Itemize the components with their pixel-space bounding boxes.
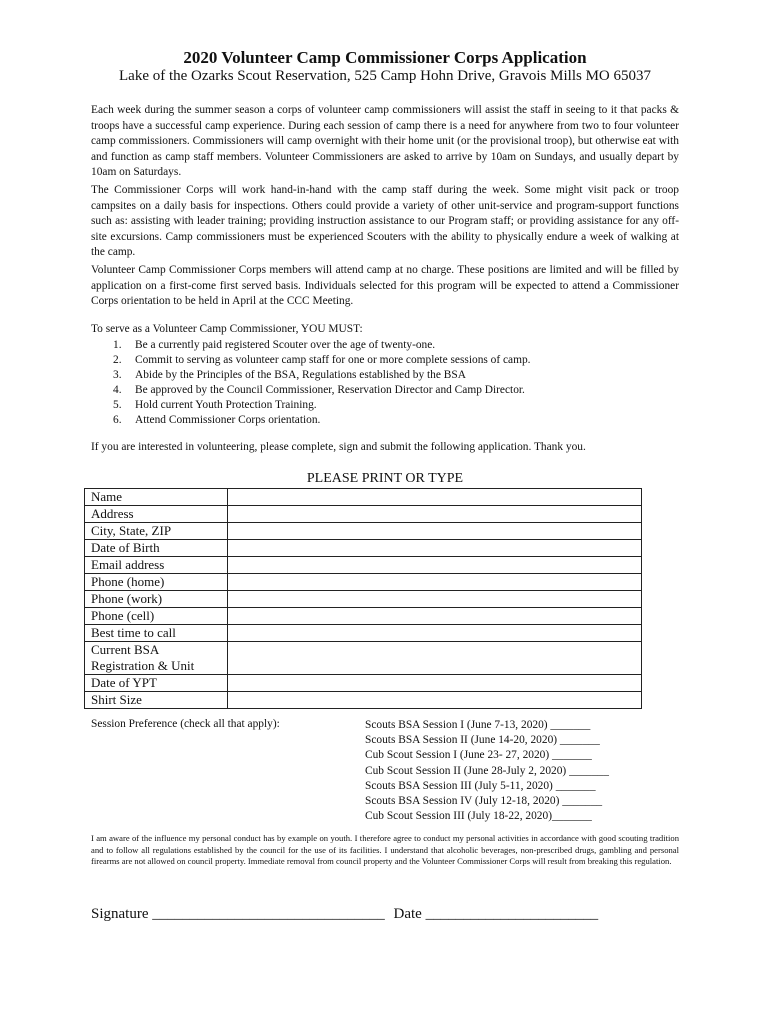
conduct-disclaimer: I am aware of the influence my personal conduct has by example on youth. I therefore agree to conduct my personal activities in accordance with good scouting tradition and to follow all regulations established by the council for the use of its facilities. I understand that alcoholic beverages, non-prescribed drugs, gambling and personal firearms are not allowed on council property. Immediate removal from council property and the Volunteer Commissioner Corps will result from breaking this regulation. xyxy=(91,833,679,866)
requirement-item xyxy=(91,338,531,353)
email-field[interactable] xyxy=(228,557,642,574)
field-label-bsa-registration: Current BSA Registration & Unit xyxy=(85,642,228,675)
table-row xyxy=(85,675,642,692)
session-list xyxy=(365,718,609,824)
address-field[interactable] xyxy=(228,506,642,523)
field-label-phone-work: Phone (work) xyxy=(85,591,228,608)
city-state-zip-field[interactable] xyxy=(228,523,642,540)
requirement-text: Be approved by the Council Commissioner, Reservation Director and Camp Director. xyxy=(135,384,525,396)
requirement-number: 5. xyxy=(113,399,122,411)
requirement-number: 4. xyxy=(113,384,122,396)
applicant-info-table xyxy=(84,488,642,709)
session-option[interactable]: Cub Scout Session III (July 18-22, 2020)_______ xyxy=(365,810,592,823)
table-row xyxy=(85,506,642,523)
field-label-address: Address xyxy=(85,506,228,523)
session-preference-label: Session Preference (check all that apply): xyxy=(91,718,280,730)
date-of-birth-field[interactable] xyxy=(228,540,642,557)
table-row xyxy=(85,642,642,675)
shirt-size-field[interactable] xyxy=(228,692,642,709)
session-option[interactable]: Scouts BSA Session II (June 14-20, 2020) _______ xyxy=(365,734,600,747)
field-label-phone-home: Phone (home) xyxy=(85,574,228,591)
page-subtitle: Lake of the Ozarks Scout Reservation, 525 Camp Hohn Drive, Gravois Mills MO 65037 xyxy=(119,68,651,84)
table-row xyxy=(85,608,642,625)
table-row xyxy=(85,557,642,574)
requirement-number: 6. xyxy=(113,414,122,426)
field-label-name: Name xyxy=(85,489,228,506)
best-time-field[interactable] xyxy=(228,625,642,642)
page-title: 2020 Volunteer Camp Commissioner Corps Application xyxy=(183,48,587,67)
field-label-best-time: Best time to call xyxy=(85,625,228,642)
corps-description-paragraph: The Commissioner Corps will work hand-in-hand with the camp staff during the week. Some might visit pack or troop campsites on a daily basis for inspections. Others could provide a variety of other unit-service and program-support functions such as: assisting with leader training; providing instruction assistance to our Program staff; or providing assistance for any off-site excursions. Camp commissioners must be experienced Scouters with the ability to physically endure a week of walking at the camp. xyxy=(91,184,679,258)
table-row xyxy=(85,591,642,608)
date-field[interactable]: Date _______________________ xyxy=(393,906,599,922)
bsa-registration-field[interactable] xyxy=(228,642,642,675)
table-row xyxy=(85,523,642,540)
table-row xyxy=(85,625,642,642)
session-option[interactable]: Scouts BSA Session I (June 7-13, 2020) _______ xyxy=(365,719,591,731)
requirement-item xyxy=(91,398,531,413)
table-row xyxy=(85,692,642,709)
field-label-email: Email address xyxy=(85,557,228,574)
field-label-date-of-birth: Date of Birth xyxy=(85,540,228,557)
session-option[interactable]: Cub Scout Session II (June 28-July 2, 2020) _______ xyxy=(365,764,609,777)
signature-line xyxy=(91,906,603,923)
signature-field[interactable]: Signature _______________________________ xyxy=(91,906,385,922)
requirement-text: Commit to serving as volunteer camp staff for one or more complete sessions of camp. xyxy=(135,354,531,366)
phone-cell-field[interactable] xyxy=(228,608,642,625)
requirements-list xyxy=(91,338,531,428)
field-label-shirt-size: Shirt Size xyxy=(85,692,228,709)
session-option[interactable]: Cub Scout Session I (June 23- 27, 2020) _______ xyxy=(365,749,592,762)
name-field[interactable] xyxy=(228,489,642,506)
table-row xyxy=(85,489,642,506)
field-label-phone-cell: Phone (cell) xyxy=(85,608,228,625)
requirement-number: 3. xyxy=(113,369,122,381)
closing-instruction: If you are interested in volunteering, please complete, sign and submit the following application. Thank you. xyxy=(91,441,586,453)
field-label-city-state-zip: City, State, ZIP xyxy=(85,523,228,540)
session-option[interactable]: Scouts BSA Session III (July 5-11, 2020) _______ xyxy=(365,779,596,792)
table-row xyxy=(85,574,642,591)
form-heading: PLEASE PRINT OR TYPE xyxy=(306,471,464,486)
requirement-text: Abide by the Principles of the BSA, Regulations established by the BSA xyxy=(135,369,466,381)
requirement-number: 2. xyxy=(113,354,122,366)
ypt-date-field[interactable] xyxy=(228,675,642,692)
requirement-text: Attend Commissioner Corps orientation. xyxy=(135,414,321,426)
session-option[interactable]: Scouts BSA Session IV (July 12-18, 2020) _______ xyxy=(365,795,603,808)
requirements-intro: To serve as a Volunteer Camp Commissioner, YOU MUST: xyxy=(91,323,363,335)
requirement-number: 1. xyxy=(113,339,122,351)
requirement-item xyxy=(91,353,531,368)
phone-home-field[interactable] xyxy=(228,574,642,591)
attendance-paragraph: Volunteer Camp Commissioner Corps members will attend camp at no charge. These positions are limited and will be filled by application on a first-come first served basis. Individuals selected for this program will be expected to attend a Commissioner Corps orientation to be held in April at the CCC Meeting. xyxy=(91,264,679,307)
requirement-item xyxy=(91,368,531,383)
requirement-text: Hold current Youth Protection Training. xyxy=(135,399,317,411)
requirement-item xyxy=(91,383,531,398)
field-label-ypt-date: Date of YPT xyxy=(85,675,228,692)
requirement-text: Be a currently paid registered Scouter over the age of twenty-one. xyxy=(135,339,436,351)
phone-work-field[interactable] xyxy=(228,591,642,608)
table-row xyxy=(85,540,642,557)
requirement-item xyxy=(91,413,531,428)
intro-paragraph: Each week during the summer season a corps of volunteer camp commissioners will assist the staff in seeing to it that packs & troops have a successful camp experience. During each session of camp there is a need for anywhere from two to four volunteer camp commissioners. Commissioners will camp overnight with their home unit (or the provisional troop), but otherwise eat with and function as camp staff members. Volunteer Commissioners are asked to arrive by 10am on Sundays, and usually depart by 10am on Saturdays. xyxy=(91,104,679,178)
